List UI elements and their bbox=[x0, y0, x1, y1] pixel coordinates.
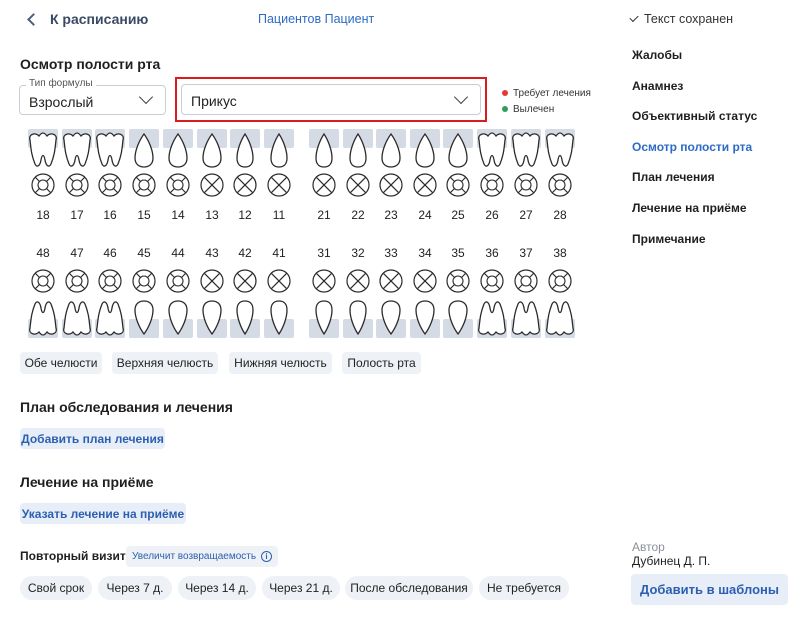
both-jaws-button[interactable]: Обе челюсти bbox=[20, 352, 102, 374]
saved-status bbox=[630, 12, 733, 26]
formula-type-label: Тип формулы bbox=[26, 78, 96, 89]
tooth-28[interactable] bbox=[545, 129, 575, 222]
author-label: Автор bbox=[632, 540, 665, 554]
saved-text: Текст сохранен bbox=[644, 12, 734, 26]
tooth-35[interactable] bbox=[443, 246, 473, 338]
revisit-label bbox=[20, 549, 134, 563]
tooth-number: 16 bbox=[103, 208, 117, 222]
tooth-22[interactable] bbox=[343, 129, 373, 222]
tooth-26[interactable] bbox=[477, 129, 507, 222]
tooth-number: 45 bbox=[137, 246, 151, 260]
lower-jaw-button[interactable]: Нижняя челюсть bbox=[229, 352, 332, 374]
tooth-43[interactable] bbox=[197, 246, 227, 338]
tooth-number: 28 bbox=[553, 208, 567, 222]
oral-cavity-button[interactable]: Полость рта bbox=[342, 352, 421, 374]
tooth-number: 11 bbox=[272, 208, 286, 222]
legend-label: Требует лечения bbox=[513, 87, 591, 99]
tooth-number: 35 bbox=[451, 246, 465, 260]
tooth-45[interactable] bbox=[129, 246, 159, 338]
revisit-option-after-exam[interactable]: После обследования bbox=[345, 576, 473, 600]
tooth-number: 15 bbox=[137, 208, 151, 222]
tooth-23[interactable] bbox=[376, 129, 406, 222]
tooth-number: 44 bbox=[171, 246, 185, 260]
tooth-number: 32 bbox=[351, 246, 365, 260]
tooth-number: 14 bbox=[171, 208, 185, 222]
tooth-17[interactable] bbox=[62, 129, 92, 222]
revisit-label-text: Повторный визит bbox=[20, 549, 126, 563]
dental-chart bbox=[0, 0, 600, 345]
tooth-27[interactable] bbox=[511, 129, 541, 222]
tooth-21[interactable] bbox=[309, 129, 339, 222]
tooth-14[interactable] bbox=[163, 129, 193, 222]
formula-type-value: Взрослый bbox=[29, 94, 94, 110]
tooth-number: 22 bbox=[351, 208, 365, 222]
tooth-number: 13 bbox=[205, 208, 219, 222]
tooth-number: 23 bbox=[384, 208, 398, 222]
revisit-badge bbox=[126, 546, 278, 567]
tooth-number: 38 bbox=[553, 246, 567, 260]
tooth-number: 21 bbox=[317, 208, 331, 222]
tooth-37[interactable] bbox=[511, 246, 541, 338]
tooth-number: 12 bbox=[238, 208, 252, 222]
tooth-number: 43 bbox=[205, 246, 219, 260]
sidebar-item-treatment-visit[interactable]: Лечение на приёме bbox=[632, 201, 747, 215]
sidebar-item-treatment-plan[interactable]: План лечения bbox=[632, 170, 715, 184]
add-treatment-plan-button[interactable]: Добавить план лечения bbox=[20, 428, 165, 449]
tooth-24[interactable] bbox=[410, 129, 440, 222]
legend-label: Вылечен bbox=[513, 103, 555, 115]
tooth-number: 18 bbox=[36, 208, 50, 222]
tooth-41[interactable] bbox=[264, 246, 294, 338]
tooth-18[interactable] bbox=[28, 129, 58, 222]
check-icon bbox=[629, 13, 638, 22]
tooth-number: 46 bbox=[103, 246, 117, 260]
tooth-34[interactable] bbox=[410, 246, 440, 338]
revisit-option-21d[interactable]: Через 21 д. bbox=[262, 576, 340, 600]
author-name: Дубинец Д. П. bbox=[632, 554, 711, 568]
tooth-15[interactable] bbox=[129, 129, 159, 222]
add-to-templates-button[interactable]: Добавить в шаблоны bbox=[631, 574, 788, 605]
treatment-title: Лечение на приёме bbox=[20, 474, 154, 490]
specify-treatment-button[interactable]: Указать лечение на приёме bbox=[20, 503, 186, 524]
tooth-11[interactable] bbox=[264, 129, 294, 222]
tooth-number: 47 bbox=[70, 246, 84, 260]
tooth-number: 41 bbox=[272, 246, 286, 260]
revisit-option-7d[interactable]: Через 7 д. bbox=[98, 576, 172, 600]
tooth-47[interactable] bbox=[62, 246, 92, 338]
tooth-number: 27 bbox=[519, 208, 533, 222]
tooth-48[interactable] bbox=[28, 246, 58, 338]
revisit-option-custom[interactable]: Свой срок bbox=[20, 576, 92, 600]
sidebar-item-oral-exam[interactable]: Осмотр полости рта bbox=[632, 140, 753, 154]
tooth-36[interactable] bbox=[477, 246, 507, 338]
tooth-number: 31 bbox=[317, 246, 331, 260]
tooth-42[interactable] bbox=[230, 246, 260, 338]
tooth-number: 36 bbox=[485, 246, 499, 260]
tooth-number: 37 bbox=[519, 246, 533, 260]
tooth-25[interactable] bbox=[443, 129, 473, 222]
tooth-number: 17 bbox=[70, 208, 84, 222]
revisit-option-not-required[interactable]: Не требуется bbox=[479, 576, 569, 600]
info-icon[interactable]: i bbox=[261, 551, 272, 562]
tooth-12[interactable] bbox=[230, 129, 260, 222]
tooth-number: 48 bbox=[36, 246, 50, 260]
revisit-option-14d[interactable]: Через 14 д. bbox=[178, 576, 256, 600]
upper-jaw-button[interactable]: Верхняя челюсть bbox=[112, 352, 218, 374]
tooth-16[interactable] bbox=[95, 129, 125, 222]
tooth-number: 26 bbox=[485, 208, 499, 222]
tooth-number: 34 bbox=[418, 246, 432, 260]
sidebar-item-objective-status[interactable]: Объективный статус bbox=[632, 109, 758, 123]
revisit-badge-text: Увеличит возвращаемость bbox=[132, 551, 257, 562]
back-label: К расписанию bbox=[50, 11, 149, 27]
sidebar-item-notes[interactable]: Примечание bbox=[632, 232, 706, 246]
tooth-32[interactable] bbox=[343, 246, 373, 338]
tooth-number: 24 bbox=[418, 208, 432, 222]
tooth-44[interactable] bbox=[163, 246, 193, 338]
plan-title: План обследования и лечения bbox=[20, 399, 233, 415]
sidebar-item-complaints[interactable]: Жалобы bbox=[632, 48, 683, 62]
sidebar-item-anamnesis[interactable]: Анамнез bbox=[632, 79, 684, 93]
tooth-number: 25 bbox=[451, 208, 465, 222]
tooth-33[interactable] bbox=[376, 246, 406, 338]
patient-link[interactable]: Пациентов Пациент bbox=[258, 12, 375, 26]
tooth-number: 42 bbox=[238, 246, 252, 260]
tooth-38[interactable] bbox=[545, 246, 575, 338]
bite-value: Прикус bbox=[191, 93, 237, 109]
tooth-13[interactable] bbox=[197, 129, 227, 222]
tooth-31[interactable] bbox=[309, 246, 339, 338]
tooth-number: 33 bbox=[384, 246, 398, 260]
tooth-46[interactable] bbox=[95, 246, 125, 338]
exam-title: Осмотр полости рта bbox=[20, 56, 161, 72]
